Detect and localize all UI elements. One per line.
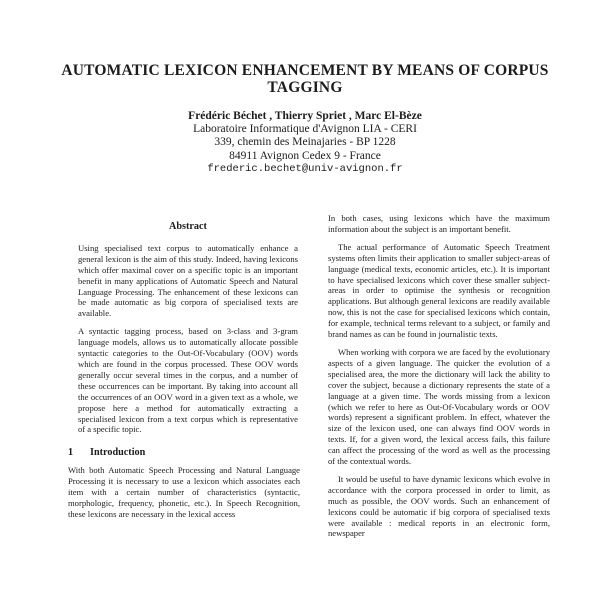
abstract-paragraph-1: Using specialised text corpus to automatically enhance a general lexicon is the aim of this study. Indeed, having lexicons which offer maximal cover on a specific topic is an important benefit in many applications of Automatic Speech and Natural Language Processing. The enhancement of these lexicons can be made automatic as big corpora of specialised texts are available. [78,242,298,319]
abstract-paragraph-2: A syntactic tagging process, based on 3-class and 3-gram language models, allows us to automatically allocate possible syntactic categories to the Out-Of-Vocabulary (OOV) words which are found in the corpus processed. These OOV words generally occur several times in the corpus, and a number of these occurrences can be important. By taking into account all the occurrences of an OOV word in a given text as a whole, we propose here a method for automatically extracting a specialised lexicon from a text corpus which is representative of a specific topic. [78,326,298,435]
author-names: Frédéric Béchet , Thierry Spriet , Marc El-Bèze [188,110,422,122]
abstract-heading: Abstract [169,221,207,232]
section-number: 1 [68,447,74,459]
body-paragraph-1: In both cases, using lexicons which have the maximum information about the subject is an important benefit. [328,213,550,234]
left-column [68,221,300,527]
body-paragraph-3: When working with corpora we are faced by the evolutionary aspects of a given language. The quicker the evolution of a specialised area, the more the dictionary will lack the ability to cover the subject, because a dictionary represents the state of a language at a given time. The words missing from a lexicon (which we refer to here as Out-Of-Vocabulary words or OOV words) represent a significant problem. In effect, whatever the size of the lexicon used, one can always find OOV words in texts. If, for a given word, the lexical access fails, this failure can affect the processing of the word as well as the processing of the contextual words. [328,346,550,467]
body-paragraph-2: The actual performance of Automatic Speech Treatment systems often limits their application to smaller subject-areas of language (medical texts, economic articles, etc.). It is important to have specialised lexicons which cover these smaller subject-areas in order to optimise the synthesis or recognition applications. But although general lexicons are readily available now, this is not the case for specialised lexicons which contain, for example, technical terms relevant to a subject, or family and brand names as can be found in journalistic texts. [328,241,550,340]
section-title: Introduction [90,447,146,459]
author-block [60,110,550,176]
address-line-1: 339, chemin des Meinajaries - BP 1228 [214,136,396,149]
author-email: frederic.bechet@univ-avignon.fr [207,162,403,175]
right-column [328,213,550,546]
affiliation: Laboratoire Informatique d'Avignon LIA - CERI [193,123,417,136]
address-line-2: 84911 Avignon Cedex 9 - France [229,149,381,162]
body-paragraph-4: It would be useful to have dynamic lexicons which evolve in accordance with the corpora processed in order to limit, as much as possible, the OOV words. Such an enhancement of lexicons could be automatic if big corpora of specialised texts were available : medical reports in an electronic form, newspaper [328,473,550,539]
introduction-paragraph: With both Automatic Speech Processing and Natural Language Processing it is necessary to use a lexicon which associates each item with a certain number of characteristics (syntactic, morphologic, frequency, phonetic, etc.). In Speech Recognition, these lexicons are necessary in the lexical access [68,465,300,519]
section-heading-introduction [68,448,298,459]
paper-title: AUTOMATIC LEXICON ENHANCEMENT BY MEANS OF CORPUS TAGGING [61,62,549,96]
